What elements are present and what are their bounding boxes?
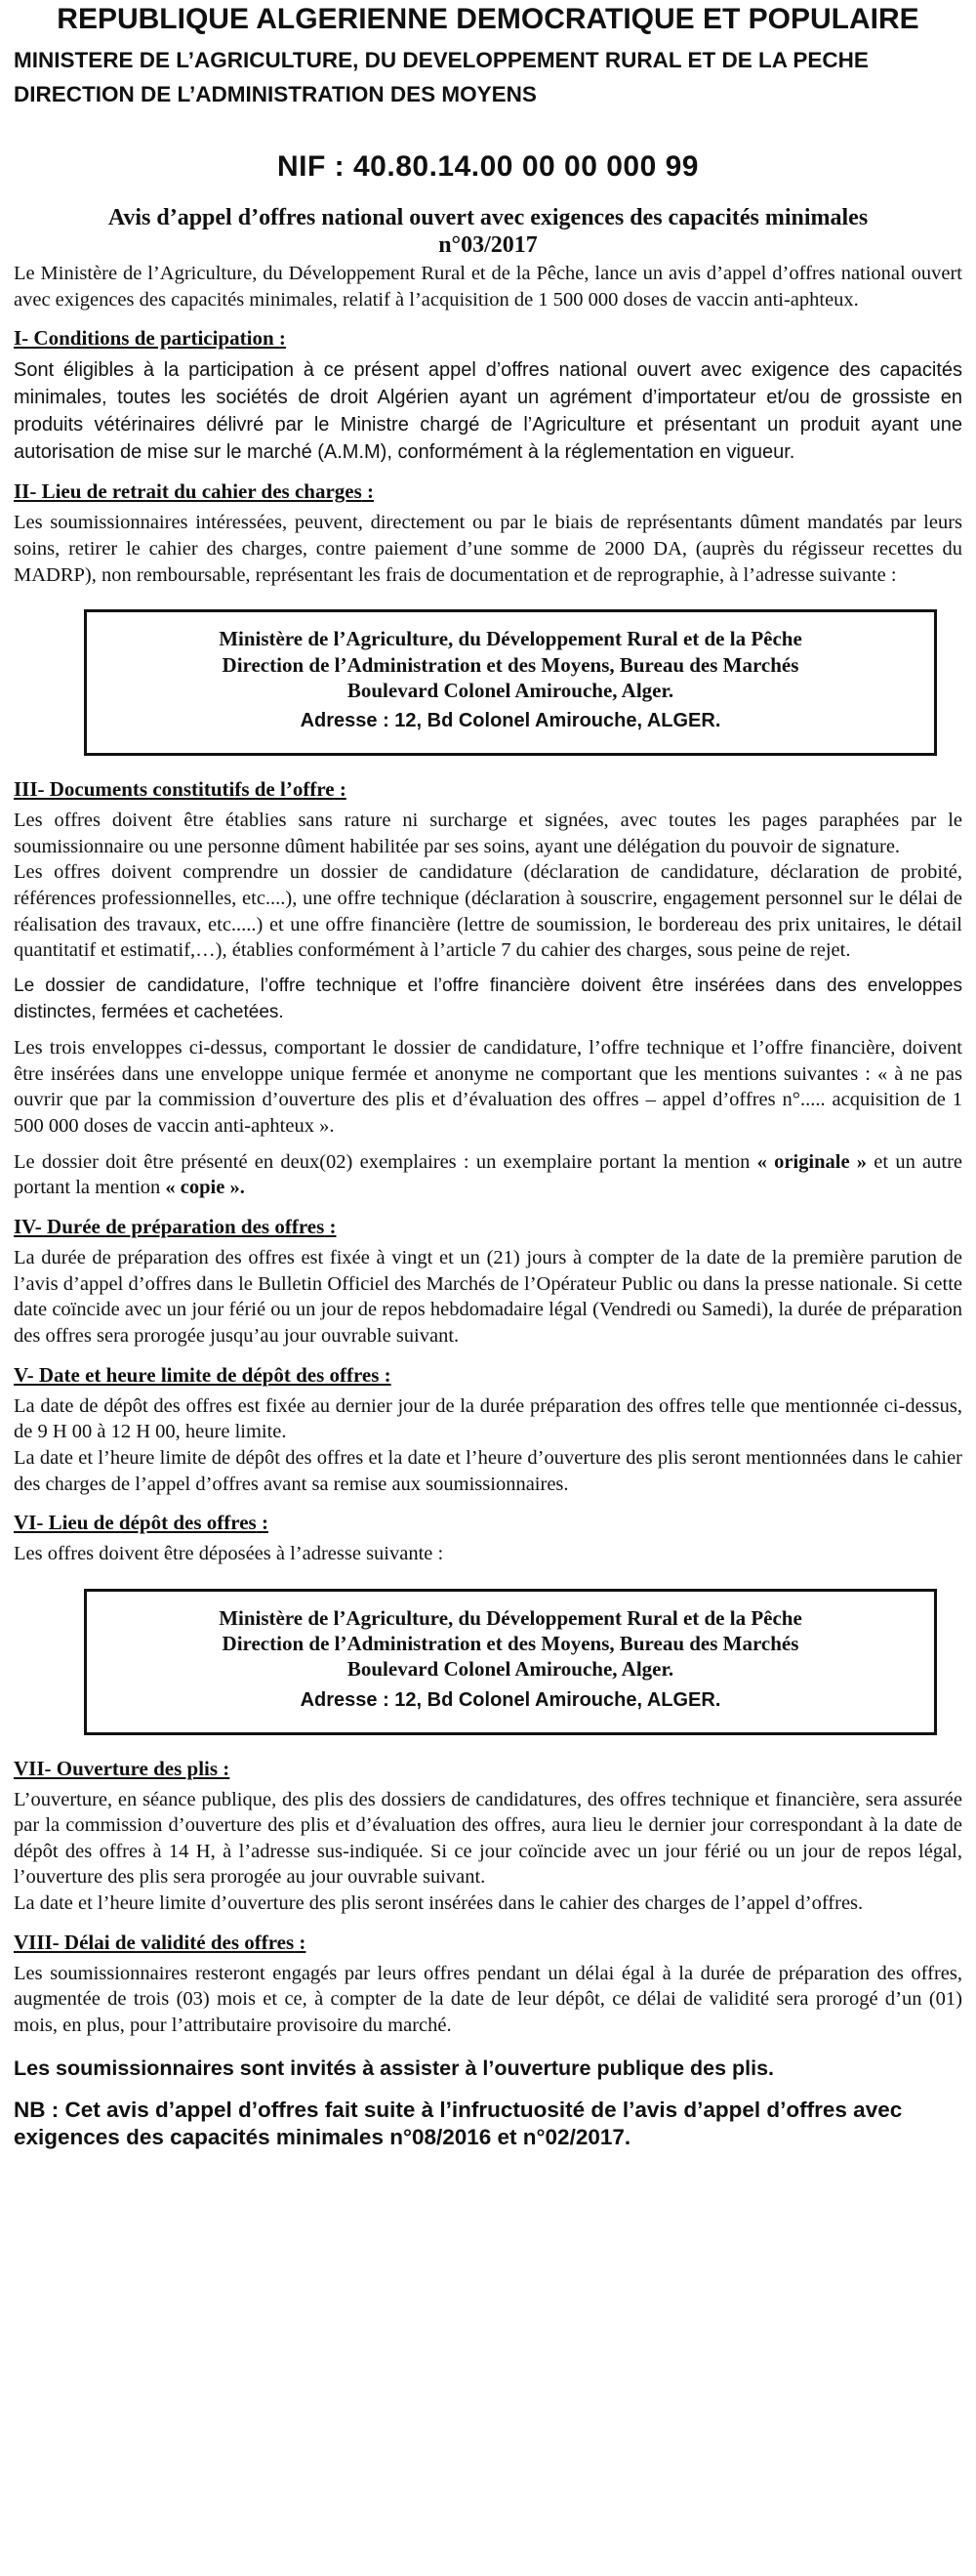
section-3-p1: Les offres doivent être établies sans rature ni surcharge et signées, avec toutes les pages paraphées par le soumissionnaire ou une personne dûment habilitée par ses soins, ayant une délégation du pouvoir de signature. [14, 810, 962, 857]
section-2-body: Les soumissionnaires intéressées, peuvent, directement ou par le biais de représentants dûment mandatés par leurs soins, retirer le cahier des charges, contre paiement d’une somme de 2000 DA, (auprès du régisseur recettes du MADRP), non remboursable, représentant les frais de documentation et de reprographie, à l’adresse suivante : [14, 512, 962, 586]
direction-heading: DIRECTION DE L’ADMINISTRATION DES MOYENS [14, 82, 537, 106]
nb-note: NB : Cet avis d’appel d’offres fait suite à l’infructuosité de l’avis d’appel d’offres avec exigences des capacités minimales n°08/2016 et n°02/2017. [14, 2097, 903, 2149]
notice-number: n°03/2017 [438, 231, 538, 258]
section-7-p1: L’ouverture, en séance publique, des plis des dossiers de candidatures, des offres technique et financière, sera assurée par la commission d’ouverture des plis et d’évaluation des offres, aura lieu le dernier jour correspondant à la date de dépôt des offres à 14 H, à l’adresse sus-indiquée. Si ce jour coïncide avec un jour férié ou un jour de repos légal, l’ouverture des plis sera prorogée au jour ouvrable suivant. [14, 1788, 962, 1889]
section-7-title: VII- Ouverture des plis : [14, 1756, 230, 1780]
notice-title [59, 205, 917, 259]
ministry-heading: MINISTERE DE L’AGRICULTURE, DU DEVELOPPEMENT RURAL ET DE LA PECHE [14, 48, 869, 72]
withdrawal-address-box [84, 609, 937, 756]
section-4-body: La durée de préparation des offres est fixée à vingt et un (21) jours à compter de la date de la première parution de l’avis d’appel d’offres dans le Bulletin Officiel des Marchés de l’Opérateur Public ou dans la presse nationale. Si cette date coïncide avec un jour férié ou un jour de repos hebdomadaire légal (Vendredi ou Samedi), la durée de préparation des offres sera prorogée jusqu’au jour ouvrable suivant. [14, 1247, 962, 1347]
section-1-title: I- Conditions de participation : [14, 326, 286, 351]
section-5-title: V- Date et heure limite de dépôt des offres : [14, 1362, 391, 1387]
public-opening-invitation: Les soumissionnaires sont invités à assister à l’ouverture publique des plis. [14, 2056, 775, 2080]
address-line: Adresse : 12, Bd Colonel Amirouche, ALGER. [300, 710, 721, 732]
republic-heading: REPUBLIQUE ALGERIENNE DEMOCRATIQUE ET POPULAIRE [57, 3, 919, 35]
address-line: Adresse : 12, Bd Colonel Amirouche, ALGER. [300, 1688, 721, 1711]
section-3-p4: Les trois enveloppes ci-dessus, comportant le dossier de candidature, l’offre technique et l’offre financière, doivent être insérées dans une enveloppe unique fermée et anonyme ne comportant que les mentions suivantes : « à ne pas ouvrir que par la commission d’ouverture des plis et d’évaluation des offres – appel d’offres n°..... acquisition de 1 500 000 doses de vaccin anti-aphteux ». [14, 1037, 962, 1138]
section-8-title: VIII- Délai de validité des offres : [14, 1930, 306, 1954]
address-line: Boulevard Colonel Amirouche, Alger. [346, 678, 674, 702]
section-3-p5: Le dossier doit être présenté en deux(02) exemplaires : un exemplaire portant la mention « originale » et un autre portant la mention « copie ». [14, 1150, 963, 1199]
address-line: Direction de l’Administration et des Moyens, Bureau des Marchés [222, 1632, 799, 1656]
intro-paragraph: Le Ministère de l’Agriculture, du Développement Rural et de la Pêche, lance un avis d’appel d’offres national ouvert avec exigences des capacités minimales, relatif à l’acquisition de 1 500 000 doses de vaccin anti-aphteux. [14, 263, 962, 311]
notice-page [0, 2, 976, 2576]
nif-number: NIF : 40.80.14.00 00 00 000 99 [277, 150, 699, 183]
section-3-title: III- Documents constitutifs de l’offre : [14, 777, 346, 802]
section-1-body: Sont éligibles à la participation à ce présent appel d’offres national ouvert avec exigence des capacités minimales, toutes les sociétés de droit Algérien ayant un agrément d’importateur et/ou de grossiste en produits vétérinaires délivré par le Ministre chargé de l’Agriculture et présentant un produit ayant une autorisation de mise sur le marché (A.M.M), conformément à la réglementation en vigueur. [14, 359, 962, 464]
section-2-title: II- Lieu de retrait du cahier des charges : [14, 479, 375, 504]
section-5-p2: La date et l’heure limite de dépôt des offres et la date et l’heure d’ouverture des plis seront mentionnées dans le cahier des charges de l’appel d’offres avant sa remise aux soumissionnaires. [14, 1446, 962, 1495]
notice-title-text: Avis d’appel d’offres national ouvert avec exigences des capacités minimales [107, 205, 869, 230]
section-4-title: IV- Durée de préparation des offres : [14, 1215, 337, 1239]
section-8-body: Les soumissionnaires resteront engagés par leurs offres pendant un délai égal à la durée de préparation des offres, augmentée de trois (03) mois et ce, à compter de la date de leur dépôt, ce délai de validité sera prorogé d’un (01) mois, en plus, pour l’attributaire provisoire du marché. [14, 1962, 962, 2037]
section-5-p1: La date de dépôt des offres est fixée au dernier jour de la durée préparation des offres telle que mentionnée ci-dessus, de 9 H 00 à 12 H 00, heure limite. [14, 1394, 962, 1443]
address-line: Boulevard Colonel Amirouche, Alger. [346, 1657, 674, 1682]
address-line: Ministère de l’Agriculture, du Développement Rural et de la Pêche [219, 627, 802, 651]
section-6-title: VI- Lieu de dépôt des offres : [14, 1511, 268, 1535]
address-line: Direction de l’Administration et des Moyens, Bureau des Marchés [222, 652, 799, 677]
section-6-body: Les offres doivent être déposées à l’adresse suivante : [14, 1543, 444, 1565]
section-7-p2: La date et l’heure limite d’ouverture des plis seront insérées dans le cahier des charges de l’appel d’offres. [14, 1892, 864, 1915]
section-3-p3: Le dossier de candidature, l’offre technique et l’offre financière doivent être insérées dans des enveloppes distinctes, fermées et cachetées. [14, 975, 962, 1022]
address-line: Ministère de l’Agriculture, du Développement Rural et de la Pêche [219, 1605, 802, 1630]
deposit-address-box [84, 1589, 937, 1735]
section-3-p2: Les offres doivent comprendre un dossier de candidature (déclaration de candidature, déclaration de probité, références professionnelles, etc....), une offre technique (déclaration à souscrire, engagement personnel sur le délai de réalisation des travaux, etc.....) et une offre financière (lettre de soumission, le bordereau des prix unitaires, le détail quantitatif et estimatif,…), établies conformément à l’article 7 du cahier des charges, sous peine de rejet. [14, 861, 962, 962]
